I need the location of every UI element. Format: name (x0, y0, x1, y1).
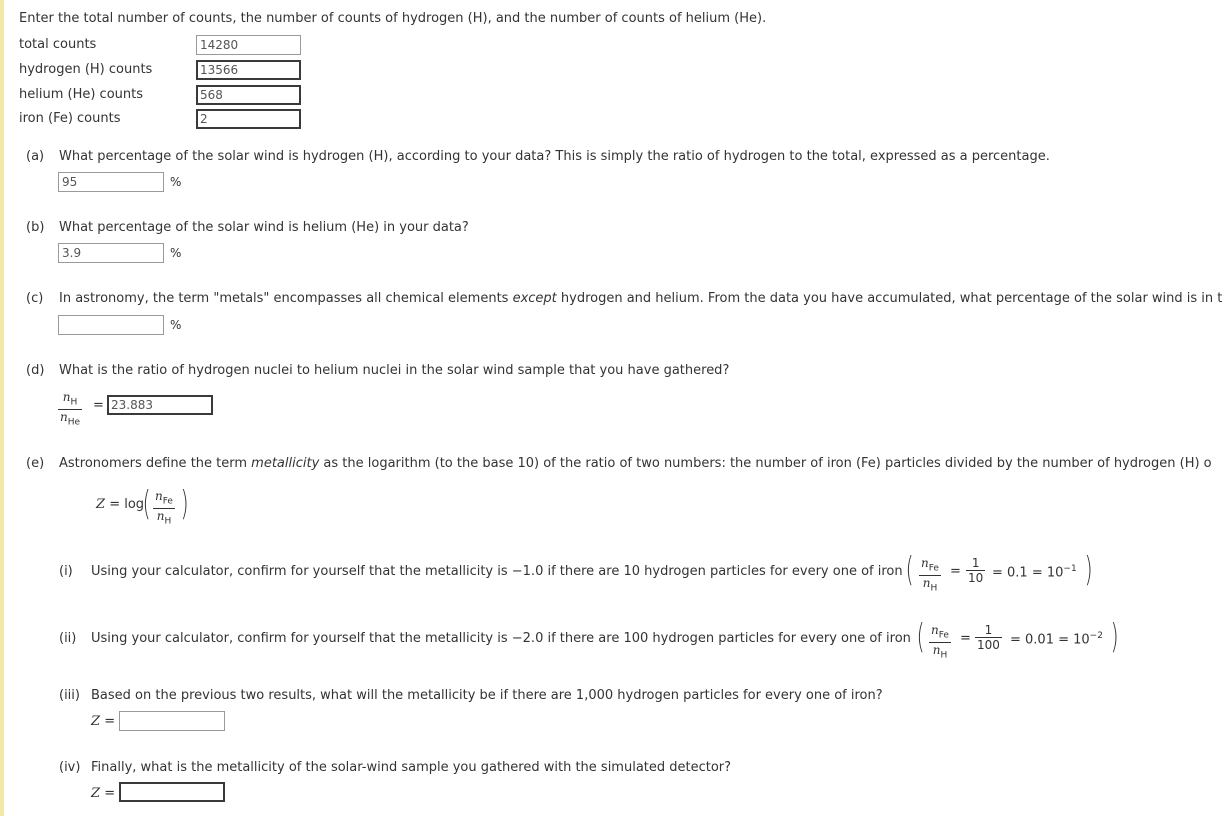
part-c-percent-unit: % (170, 318, 182, 332)
formula-right-paren: ) (180, 484, 189, 524)
part-b-marker: (b) (26, 220, 45, 235)
part-e-i-ratio-fraction: $n_{Fe}$ $n_H$ (921, 556, 939, 594)
part-e-ii-right-paren: ) (1110, 617, 1119, 657)
part-e-ii-text: Using your calculator, confirm for yourself that the metallicity is −2.0 if there are 100 hydrogen particles for every one of iron (91, 631, 911, 646)
helium-counts-field[interactable]: 568 (196, 85, 301, 105)
part-c-question: In astronomy, the term "metals" encompasses all chemical elements except hydrogen and helium. From the data you have accumulated, what percentage of the solar wind is in t (59, 291, 1223, 306)
iron-counts-field[interactable]: 2 (196, 109, 301, 129)
part-e-ii-equals: = (960, 631, 971, 646)
part-c-marker: (c) (26, 291, 44, 306)
part-e-iii-answer-field[interactable] (119, 711, 225, 731)
part-e-i-text: Using your calculator, confirm for yourself that the metallicity is −1.0 if there are 10 hydrogen particles for every one of iron (91, 564, 903, 579)
part-e-iii-z-label: Z = (91, 714, 116, 729)
part-b-answer-field[interactable]: 3.9 (58, 243, 164, 263)
part-a-question: What percentage of the solar wind is hydrogen (H), according to your data? This is simply the ratio of hydrogen to the total, expressed as a percentage. (59, 149, 1050, 164)
part-e-ii-one-over-hundred: $\frac{1}{100}$ (977, 623, 1000, 652)
part-e-i-one-over-ten: $\frac{1}{10}$ (968, 556, 984, 585)
part-e-ii-marker: (ii) (59, 631, 77, 646)
hydrogen-counts-field[interactable]: 13566 (196, 60, 301, 80)
part-e-emphasis: metallicity (251, 456, 320, 471)
part-d-equals: = (93, 398, 104, 413)
part-e-ii-left-paren: ( (916, 617, 925, 657)
part-e-marker: (e) (26, 456, 45, 471)
part-c-answer-field[interactable] (58, 315, 164, 335)
part-e-iv-answer-field[interactable] (119, 782, 225, 802)
metallicity-formula-lhs: Z = log (96, 497, 145, 512)
helium-counts-label: helium (He) counts (19, 87, 143, 102)
part-e-iv-z-label: Z = (91, 786, 116, 801)
part-b-percent-unit: % (170, 246, 182, 260)
part-e-i-right-paren: ) (1084, 550, 1093, 590)
part-a-percent-unit: % (170, 175, 182, 189)
part-e-ii-ratio-fraction: $n_{Fe}$ $n_H$ (931, 623, 949, 661)
part-e-i-equals: = (950, 564, 961, 579)
part-a-marker: (a) (26, 149, 45, 164)
part-e-i-value: = $0.1 = 10^{-1}$ (992, 564, 1077, 581)
intro-text: Enter the total number of counts, the number of counts of hydrogen (H), and the number of counts of helium (He). (19, 11, 767, 26)
part-e-iii-marker: (iii) (59, 688, 80, 703)
part-e-i-left-paren: ( (905, 550, 914, 590)
part-e-iv-text: Finally, what is the metallicity of the solar-wind sample you gathered with the simulated detector? (91, 760, 732, 775)
part-d-question: What is the ratio of hydrogen nuclei to helium nuclei in the solar wind sample that you have gathered? (59, 363, 730, 378)
formula-left-paren: ( (142, 484, 151, 524)
iron-counts-label: iron (Fe) counts (19, 111, 121, 126)
part-d-answer-field[interactable]: 23.883 (107, 395, 213, 415)
part-e-iv-marker: (iv) (59, 760, 81, 775)
part-c-emphasis: except (512, 291, 557, 306)
part-e-i-marker: (i) (59, 564, 73, 579)
part-b-question: What percentage of the solar wind is helium (He) in your data? (59, 220, 469, 235)
hydrogen-counts-label: hydrogen (H) counts (19, 62, 153, 77)
part-a-answer-field[interactable]: 95 (58, 172, 164, 192)
part-e-question: Astronomers define the term metallicity as the logarithm (to the base 10) of the ratio of two numbers: the number of iron (Fe) particles divided by the number of hydrogen (H) o (59, 456, 1212, 471)
metallicity-formula-fraction: $n_{Fe}$ $n_H$ (155, 489, 173, 527)
total-counts-label: total counts (19, 37, 97, 52)
part-d-marker: (d) (26, 363, 45, 378)
part-e-ii-value: = $0.01 = 10^{-2}$ (1010, 631, 1103, 648)
left-accent-bar (0, 0, 4, 816)
hydrogen-helium-ratio-fraction: $n_H$ $n_{He}$ (60, 390, 81, 428)
part-e-iii-text: Based on the previous two results, what will the metallicity be if there are 1,000 hydrogen particles for every one of iron? (91, 688, 883, 703)
total-counts-field[interactable]: 14280 (196, 35, 301, 55)
